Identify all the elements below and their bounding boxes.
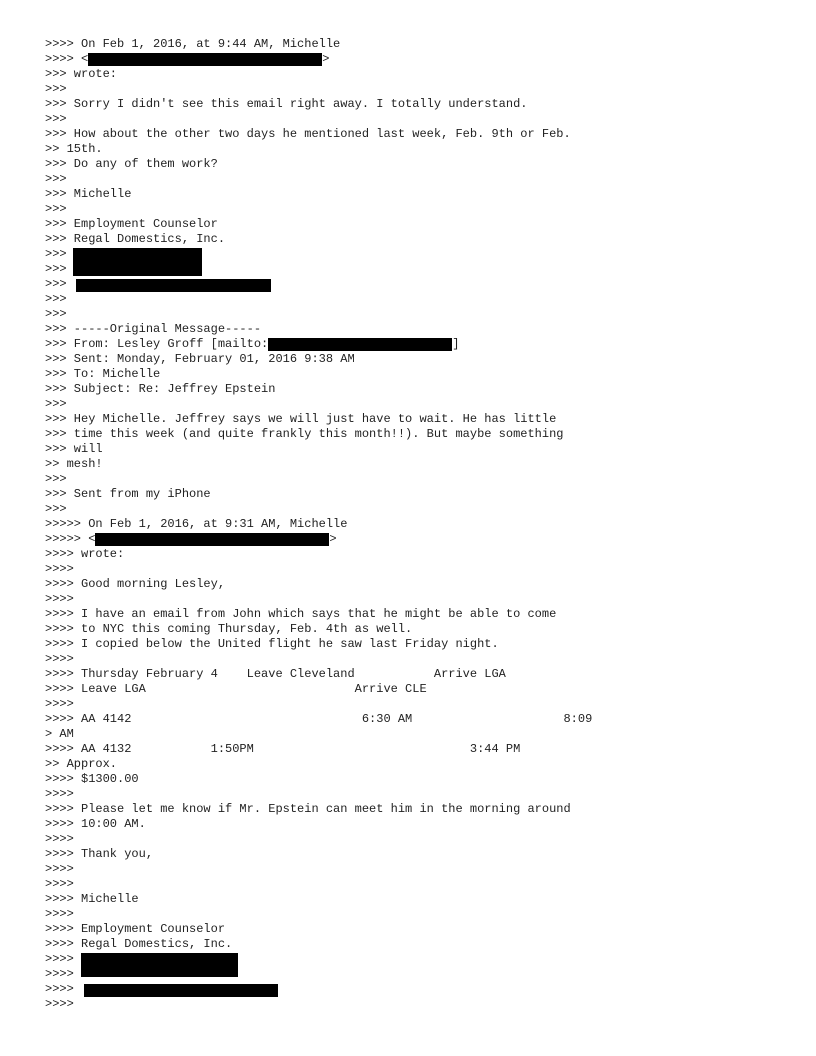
email-line: >>>> [45, 652, 74, 666]
email-line: >>> How about the other two days he mentioned last week, Feb. 9th or Feb. [45, 127, 571, 141]
email-line: >> mesh! [45, 457, 103, 471]
email-line: >>>> Michelle [45, 892, 139, 906]
email-line: >>> [45, 247, 785, 262]
email-line: >>> [45, 82, 67, 96]
email-line: >>>> [45, 952, 785, 967]
email-line: >>>> Employment Counselor [45, 922, 226, 936]
email-line: >>> To: Michelle [45, 367, 161, 381]
email-line: >>>> [45, 562, 74, 576]
email-line: >>> Regal Domestics, Inc. [45, 232, 226, 246]
email-line: >>>> I have an email from John which says that he might be able to come [45, 607, 557, 621]
email-line: >>>> Regal Domestics, Inc. [45, 937, 233, 951]
redaction-bar [76, 279, 271, 292]
email-line: >>>>> On Feb 1, 2016, at 9:31 AM, Michelle [45, 517, 348, 531]
email-line: >>> wrote: [45, 67, 118, 81]
email-line: >>>> [45, 832, 74, 846]
email-line: > AM [45, 727, 74, 741]
email-line: >>>> [45, 907, 74, 921]
email-line: >>>> I copied below the United flight he saw last Friday night. [45, 637, 499, 651]
email-line: >>>> [45, 787, 74, 801]
email-body [45, 37, 785, 1012]
email-line: >>> Subject: Re: Jeffrey Epstein [45, 382, 276, 396]
email-line: >> Approx. [45, 757, 118, 771]
email-line: >>> [45, 502, 67, 516]
email-line: >>> will [45, 442, 103, 456]
email-line: >>> [45, 277, 785, 292]
email-line: >>>> Leave LGA Arrive CLE [45, 682, 427, 696]
email-line: >> 15th. [45, 142, 103, 156]
email-line: >>> [45, 472, 67, 486]
email-line: >>> [45, 307, 67, 321]
email-line: >>> From: Lesley Groff [mailto: ] [45, 337, 460, 351]
email-line: >>>> 10:00 AM. [45, 817, 146, 831]
email-line: >>>> [45, 997, 74, 1011]
email-line: >>> [45, 172, 67, 186]
email-line: >>>> Good morning Lesley, [45, 577, 226, 591]
email-line: >>>> [45, 982, 785, 997]
email-line: >>>> [45, 877, 74, 891]
email-line: >>> Sent: Monday, February 01, 2016 9:38 AM [45, 352, 355, 366]
email-line: >>> [45, 397, 67, 411]
email-line: >>>> On Feb 1, 2016, at 9:44 AM, Michelle [45, 37, 341, 51]
email-line: >>>> [45, 862, 74, 876]
email-line: >>> time this week (and quite frankly this month!!). But maybe something [45, 427, 564, 441]
email-line: >>> Sent from my iPhone [45, 487, 211, 501]
email-line: >>>> AA 4132 1:50PM 3:44 PM [45, 742, 521, 756]
email-line: >>> Employment Counselor [45, 217, 218, 231]
email-line: >>> -----Original Message----- [45, 322, 262, 336]
email-line: >>>> < > [45, 52, 330, 66]
redaction-bar [95, 533, 329, 546]
email-line: >>>>> < > [45, 532, 337, 546]
email-line: >>> [45, 292, 67, 306]
email-line: >>>> to NYC this coming Thursday, Feb. 4th as well. [45, 622, 413, 636]
email-line: >>> Do any of them work? [45, 157, 218, 171]
redaction-bar [88, 53, 322, 66]
email-line: >>> Hey Michelle. Jeffrey says we will just have to wait. He has little [45, 412, 557, 426]
email-line: >>> Michelle [45, 187, 132, 201]
email-line: >>>> AA 4142 6:30 AM 8:09 [45, 712, 593, 726]
email-line: >>>> Thank you, [45, 847, 154, 861]
email-line: >>> Sorry I didn't see this email right away. I totally understand. [45, 97, 528, 111]
email-line: >>>> wrote: [45, 547, 125, 561]
email-line: >>>> Please let me know if Mr. Epstein can meet him in the morning around [45, 802, 571, 816]
email-line: >>>> [45, 967, 74, 981]
email-line: >>>> [45, 592, 74, 606]
email-line: >>>> [45, 697, 74, 711]
redaction-bar [268, 338, 452, 351]
email-line: >>> [45, 262, 67, 276]
email-line: >>>> Thursday February 4 Leave Cleveland Arrive LGA [45, 667, 506, 681]
email-line: >>> [45, 202, 67, 216]
email-line: >>>> $1300.00 [45, 772, 139, 786]
redaction-bar [84, 984, 278, 997]
email-line: >>> [45, 112, 67, 126]
